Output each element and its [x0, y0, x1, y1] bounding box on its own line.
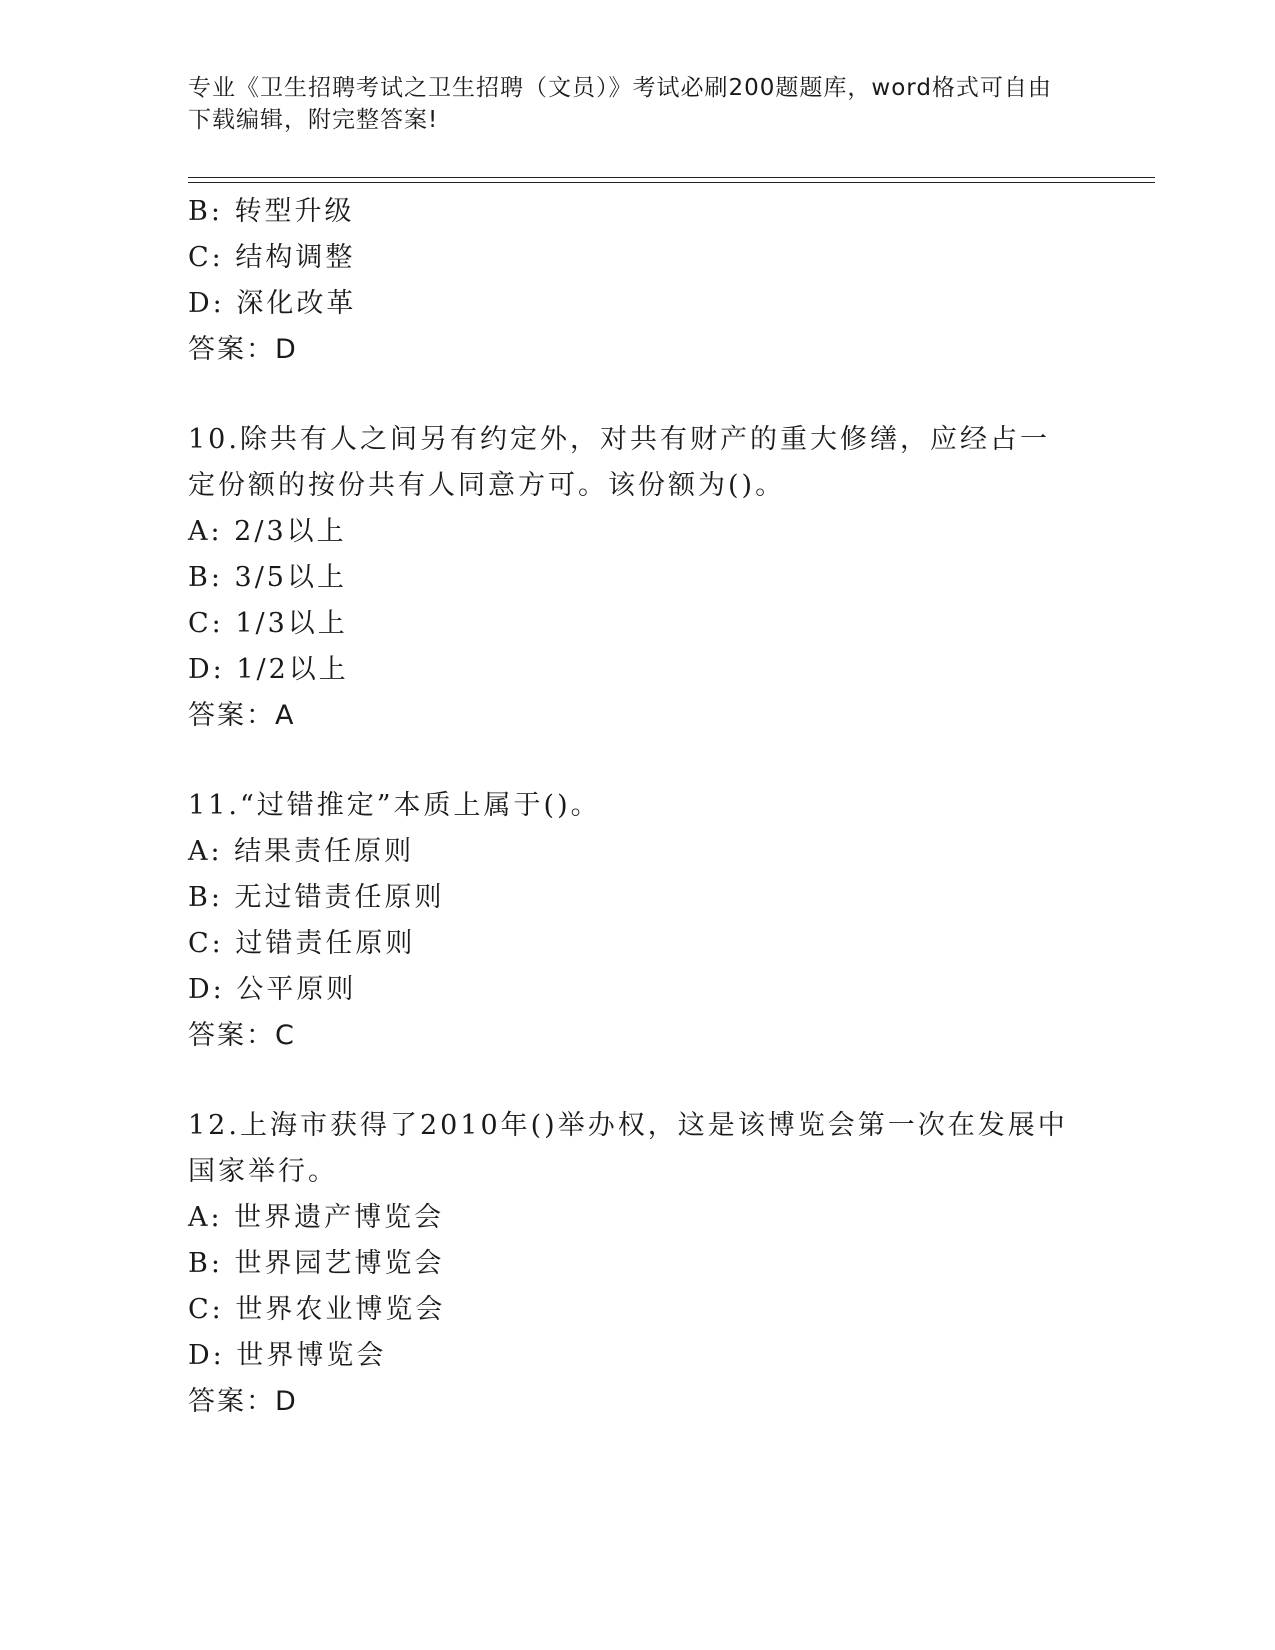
option-d: D: 世界博览会	[188, 1340, 387, 1371]
question-stem: 12.上海市获得了2010年()举办权，这是该博览会第一次在发展中国家举行。	[188, 1110, 1068, 1187]
option-b: B: 3/5以上	[188, 562, 347, 593]
answer-line: 答案：D	[188, 1386, 298, 1417]
answer-line: 答案：C	[188, 1020, 296, 1051]
option-b: B: 转型升级	[188, 196, 355, 227]
option-c: C: 世界农业博览会	[188, 1294, 446, 1325]
question-content	[188, 189, 1088, 1425]
block-gap	[188, 739, 1088, 783]
option-a: A: 结果责任原则	[188, 836, 415, 867]
option-d: D: 深化改革	[188, 288, 357, 319]
option-a: A: 2/3以上	[188, 516, 347, 547]
header-rule-top	[188, 177, 1155, 178]
option-d: D: 公平原则	[188, 974, 357, 1005]
answer-line: 答案：D	[188, 334, 298, 365]
document-header: 专业《卫生招聘考试之卫生招聘（文员）》考试必刷200题题库，word格式可自由下载编辑，附完整答案!	[188, 75, 1052, 133]
header-rule-bottom	[188, 182, 1155, 183]
option-b: B: 无过错责任原则	[188, 882, 445, 913]
answer-line: 答案：A	[188, 700, 296, 731]
question-block-10	[188, 417, 1088, 739]
option-b: B: 世界园艺博览会	[188, 1248, 445, 1279]
question-stem: 10.除共有人之间另有约定外，对共有财产的重大修缮，应经占一定份额的按份共有人同意方可。该份额为()。	[188, 424, 1050, 501]
option-c: C: 过错责任原则	[188, 928, 416, 959]
block-gap	[188, 373, 1088, 417]
option-c: C: 1/3以上	[188, 608, 348, 639]
question-stem: 11.“过错推定”本质上属于()。	[188, 790, 601, 821]
question-block-continued	[188, 189, 1088, 373]
option-a: A: 世界遗产博览会	[188, 1202, 445, 1233]
question-block-11	[188, 783, 1088, 1059]
option-c: C: 结构调整	[188, 242, 356, 273]
block-gap	[188, 1059, 1088, 1103]
question-block-12	[188, 1103, 1088, 1425]
option-d: D: 1/2以上	[188, 654, 349, 685]
